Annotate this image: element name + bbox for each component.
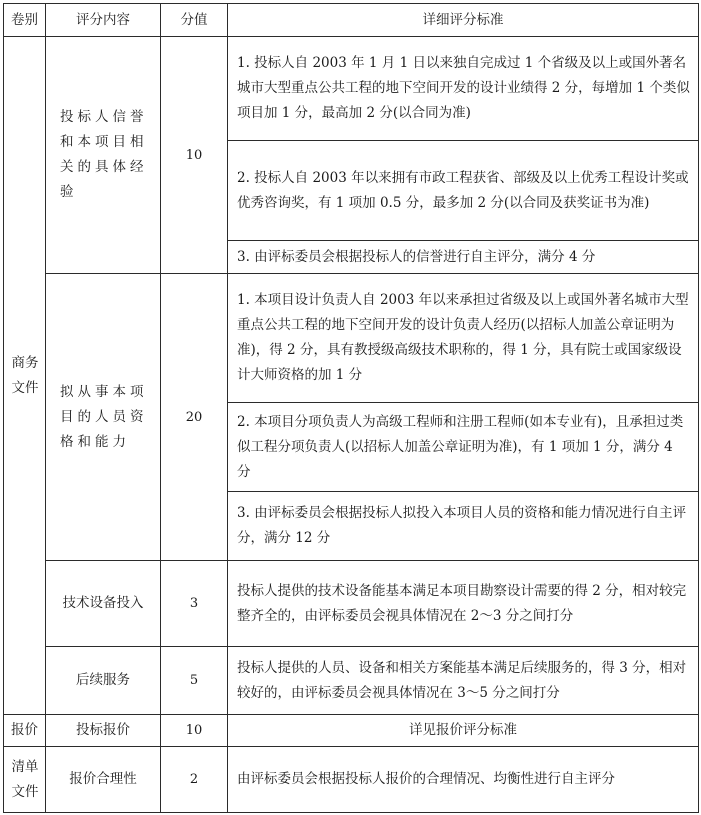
criterion-text: 1. 本项目设计负责人自 2003 年以来承担过省级及以上或国外著名城市大型重点公共工程的地下空间开发的设计负责人经历(以招标人加盖公章证明为准)，得 2 分，具有教授级高级技术职称的，得 1 分，具有院士或国家级设计大师资格的加 1 分: [237, 292, 689, 383]
score-service: 5: [189, 673, 199, 688]
content-service: 后续服务: [76, 672, 130, 688]
content-bid-price: 投标报价: [76, 722, 130, 738]
rule: [3, 812, 699, 813]
score-staff: 20: [185, 409, 203, 425]
section-business: 商务文件: [11, 354, 39, 396]
score-reputation: 10: [185, 147, 203, 163]
header-criteria: 详细评分标准: [422, 11, 504, 28]
rule: [698, 3, 699, 813]
rule: [3, 3, 4, 813]
header-volume: 卷别: [11, 11, 38, 28]
criterion-text: 投标人提供的技术设备能基本满足本项目勘察设计需要的得 2 分，相对较完整齐全的，由评标委员会视具体情况在 2～3 分之间打分: [237, 582, 687, 624]
content-equipment: 技术设备投入: [62, 595, 144, 611]
content-price-reasonableness: 报价合理性: [69, 771, 137, 787]
content-staff: 拟从事本项目的人员资格和能力: [60, 383, 148, 450]
criterion-text: 详见报价评分标准: [409, 722, 517, 738]
criterion-text: 3. 由评标委员会根据投标人拟投入本项目人员的资格和能力情况进行自主评分，满分 12 分: [237, 505, 687, 546]
criterion-text: 1. 投标人自 2003 年 1 月 1 日以来独自完成过 1 个省级及以上或国外著名城市大型重点公共工程的地下空间开发的设计业绩得 2 分，每增加 1 个类似项目加 1 分，最高加 2 分(以合同为准): [237, 55, 690, 121]
score-bid-price: 10: [185, 723, 203, 738]
section-price: 报价: [11, 722, 38, 738]
criterion-text: 2. 投标人自 2003 年以来拥有市政工程获省、部级及以上优秀工程设计奖或优秀咨询奖，有 1 项加 0.5 分，最多加 2 分(以合同及获奖证书为准): [237, 169, 689, 211]
criterion-text: 2. 本项目分项负责人为高级工程师和注册工程师(如本专业有)，且承担过类似工程分项负责人(以招标人加盖公章证明为准)，有 1 项加 1 分，满分 4 分: [237, 413, 684, 480]
criterion-text: 3. 由评标委员会根据投标人的信誉进行自主评分，满分 4 分: [237, 248, 596, 265]
criterion-text: 由评标委员会根据投标人报价的合理情况、均衡性进行自主评分: [237, 771, 615, 787]
header-content: 评分内容: [76, 11, 130, 28]
score-equipment: 3: [189, 596, 199, 611]
content-reputation: 投标人信誉和本项目相关的具体经验: [60, 109, 148, 200]
section-bill: 清单文件: [11, 758, 39, 800]
score-price-reasonableness: 2: [189, 772, 199, 787]
header-score: 分值: [180, 11, 208, 28]
criterion-text: 投标人提供的人员、设备和相关方案能基本满足后续服务的，得 3 分，相对较好的，由评标委员会视具体情况在 3～5 分之间打分: [237, 659, 687, 701]
